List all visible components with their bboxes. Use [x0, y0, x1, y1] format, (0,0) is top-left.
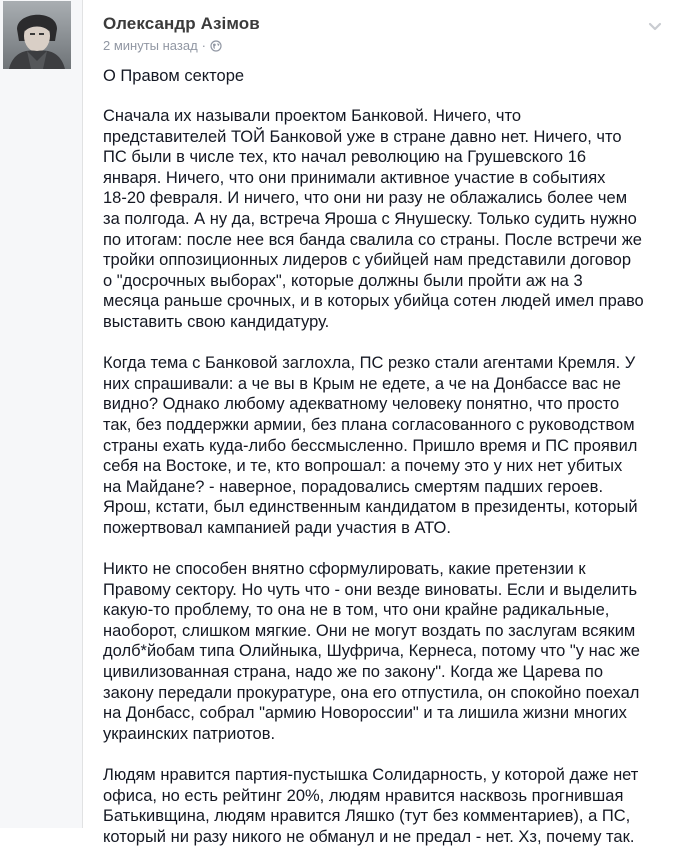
post-title: О Правом секторе [103, 67, 245, 85]
left-gutter [0, 0, 83, 828]
avatar-photo [3, 1, 71, 69]
post-meta [103, 38, 222, 53]
author-name[interactable]: Олександр Азімов [103, 14, 260, 33]
paragraph-2: Когда тема с Банковой заглохла, ПС резко стали агентами Кремля. У них спрашивали: а че вы в Крым не едете, а че на Донбассе вас не видно? Однако любому адекватному человеку понятно, что просто так, без поддержки армии, без плана согласованного с руководством страны ехать куда-либо бессмысленно. Пришло время и ПС проявил себя на Востоке, и те, кто вопрошал: а почему это у них нет убитых на Майдане? - наверное, порадовались смертям падших героев. Ярош, кстати, был единственным кандидатом в президенты, который пожертвовал кампанией ради участия в АТО. [103, 354, 638, 537]
paragraph-4: Людям нравится партия-пустышка Солидарность, у которой даже нет офиса, но есть рейтинг 20%, людям нравится насквозь прогнившая Батькивщина, людям нравится Ляшко (тут без комментариев), а ПС, который ни разу никого не обманул и не предал - нет. Хз, почему так. [103, 766, 639, 846]
avatar[interactable] [3, 1, 71, 69]
timestamp[interactable]: 2 минуты назад [103, 38, 198, 53]
globe-icon[interactable] [210, 40, 222, 52]
meta-separator: · [201, 38, 207, 53]
chevron-down-icon[interactable] [648, 19, 662, 29]
paragraph-1: Сначала их называли проектом Банковой. Ничего, что представителей ТОЙ Банковой уже в стране давно нет. Ничего, что ПС были в числе тех, кто начал революцию на Грушевского 16 января. Ничего, что они принимали активное участие в событиях 18-20 февраля. И ничего, что они ни разу не облажались более чем за полгода. А ну да, встреча Яроша с Янушеску. Только судить нужно по итогам: после нее вся банда свалила со страны. После встречи же тройки оппозиционных лидеров с убийцей нам представили договор о "досрочных выборах", которые должны были пройти аж на 3 месяца раньше срочных, и в которых убийца сотен людей имел право выставить свою кандидатуру. [103, 107, 644, 331]
paragraph-3: Никто не способен внятно сформулировать, какие претензии к Правому сектору. Но чуть что - они везде виноваты. Если и выделить какую-то проблему, то она не в том, что они крайне радикальные, наоборот, слишком мягкие. Они не могут воздать по заслугам всяким долб*йобам типа Олийныка, Шуфрича, Кернеса, потому что "у нас же цивилизованная страна, надо же по закону". Когда же Царева по закону передали прокуратуре, она его отпустила, он спокойно поехал на Донбасс, собрал "армию Новороссии" и та лишила жизни многих украинских патриотов. [103, 560, 640, 743]
post-body [103, 106, 663, 868]
